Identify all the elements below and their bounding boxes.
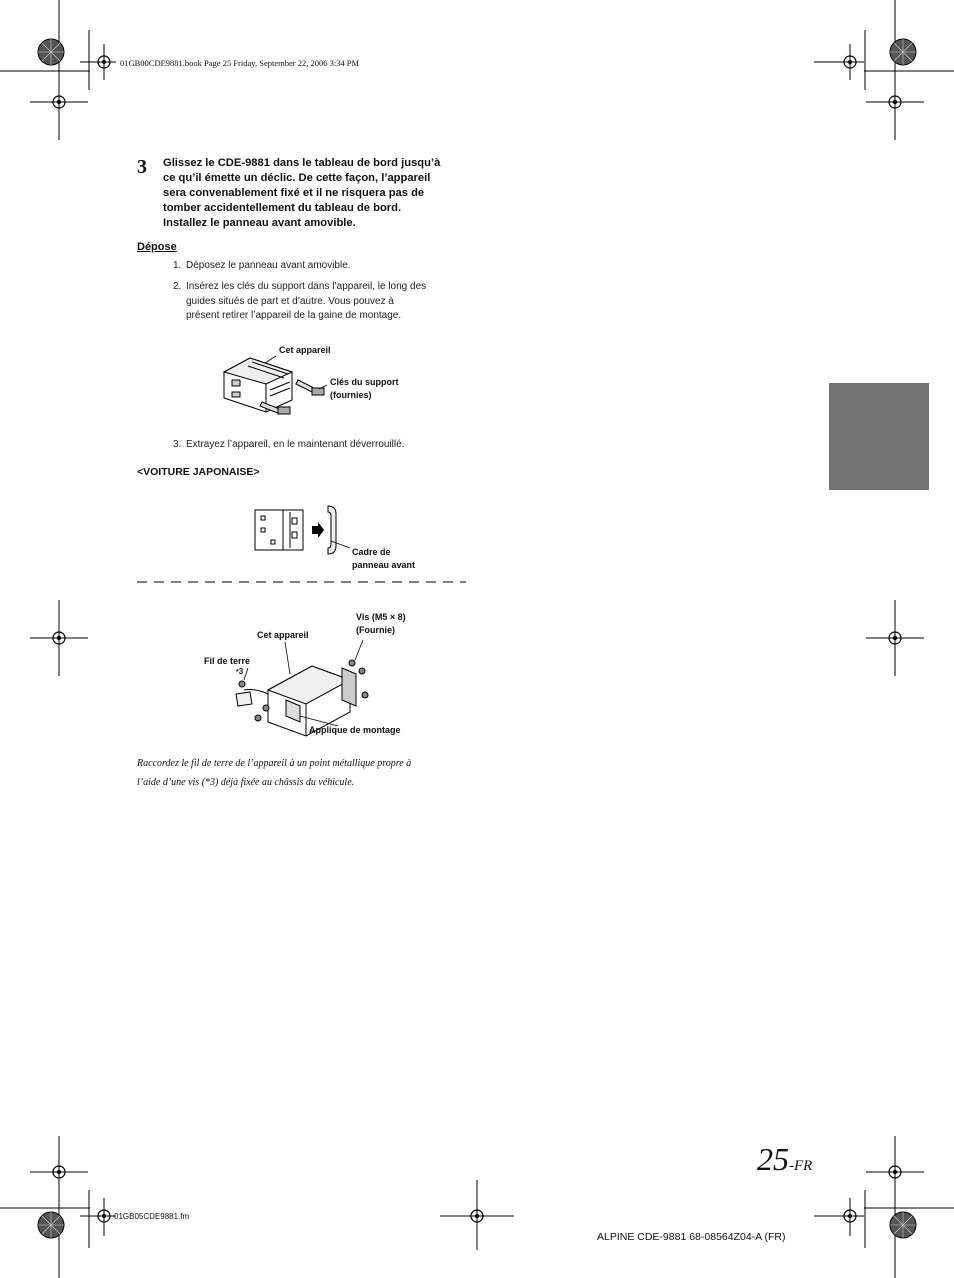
keys-label-line: Clés du support [330, 377, 399, 387]
figure-label-screws [356, 611, 406, 637]
step-line: ce qu’il émette un déclic. De cette façon, l’appareil [163, 172, 431, 184]
ground-mark-number: 3 [238, 667, 244, 676]
frame-label-line: Cadre de [352, 547, 391, 557]
step-line: Installez le panneau avant amovible. [163, 217, 356, 229]
frame-label-line: panneau avant [352, 560, 416, 570]
depose-heading: Dépose [137, 241, 177, 253]
step-line: Glissez le CDE-9881 dans le tableau de bord jusqu’à [163, 157, 441, 169]
list-text: présent retirer l’appareil de la gaine de montage. [186, 310, 402, 321]
list-text: guides situés de part et d’autre. Vous pouvez à [186, 295, 394, 307]
page-number-value: 25 [757, 1141, 789, 1177]
keys-label-line: (fournies) [330, 390, 372, 400]
japanese-car-heading: <VOITURE JAPONAISE> [137, 466, 260, 478]
list-text: Déposez le panneau avant amovible. [186, 260, 351, 271]
figure-label-unit: Cet appareil [279, 345, 331, 355]
screws-label-line: (Fournie) [356, 625, 395, 635]
footer-filename: 01GB05CDE9881.fm [114, 1212, 190, 1221]
step-line: tomber accidentellement du tableau de bord. [163, 202, 402, 214]
footer-model-code: ALPINE CDE-9881 68-08564Z04-A (FR) [597, 1231, 786, 1243]
screws-label-line: Vis (M5 × 8) [356, 612, 406, 622]
page-number-suffix: -FR [789, 1158, 813, 1174]
ground-screw-mark: *3 [236, 667, 244, 676]
list-number: 1. [173, 260, 182, 271]
caption-line: Raccordez le fil de terre de l’appareil à un point métallique propre à [137, 758, 412, 769]
page-number [757, 1141, 812, 1178]
ground-wire-caption [137, 754, 467, 792]
figure-label-unit-2: Cet appareil [257, 630, 309, 640]
caption-line: l’aide d’une vis (*3) déjà fixée au châssis du véhicule. [137, 777, 355, 788]
list-text: Insérez les clés du support dans l’appareil, le long des [186, 281, 427, 292]
step-line: sera convenablement fixé et il ne risquera pas de [163, 187, 425, 199]
step-number: 3 [137, 156, 147, 178]
figure-label-bracket: Applique de montage [309, 725, 401, 735]
list-text: Extrayez l’appareil, en le maintenant déverrouillé. [186, 439, 405, 450]
list-number: 3. [173, 439, 182, 450]
section-tab [829, 383, 929, 490]
list-number: 2. [173, 281, 182, 292]
figure-label-ground-wire: Fil de terre [204, 656, 251, 666]
print-header-info: 01GB00CDE9881.book Page 25 Friday, September 22, 2006 3:34 PM [120, 58, 360, 68]
